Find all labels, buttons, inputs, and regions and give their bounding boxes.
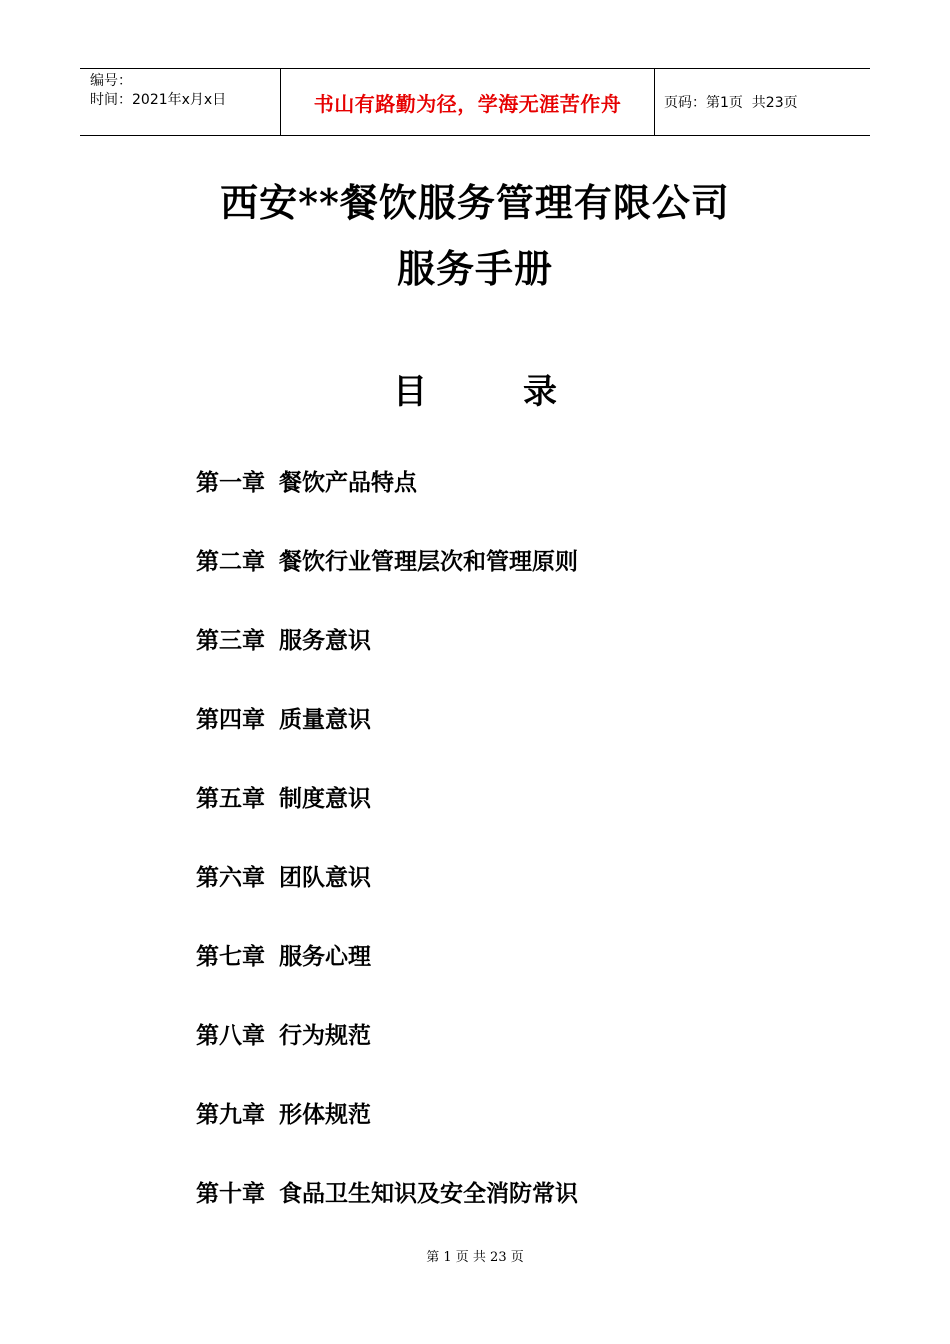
toc-item-chapter: 第六章 — [196, 864, 265, 891]
document-number-label: 编号： — [90, 73, 132, 89]
toc-item-title: 食品卫生知识及安全消防常识 — [279, 1180, 578, 1207]
toc-list — [196, 465, 578, 1255]
toc-item — [196, 544, 578, 623]
toc-item-chapter: 第七章 — [196, 943, 265, 970]
toc-item-title: 服务心理 — [279, 943, 371, 970]
header-page-info: 页码：第1页 共23页 — [664, 95, 798, 111]
header-motto-cell — [281, 69, 655, 135]
toc-item-title: 质量意识 — [279, 706, 371, 733]
toc-item — [196, 1097, 578, 1176]
header-motto: 书山有路勤为径，学海无涯苦作舟 — [313, 91, 622, 116]
toc-item — [196, 465, 578, 544]
header-meta-cell — [80, 69, 281, 135]
document-header — [80, 68, 870, 136]
toc-item-chapter: 第三章 — [196, 627, 265, 654]
document-title-company: 西安**餐饮服务管理有限公司 — [220, 180, 730, 225]
toc-item — [196, 702, 578, 781]
toc-item-title: 行为规范 — [279, 1022, 371, 1049]
toc-item-chapter: 第四章 — [196, 706, 265, 733]
toc-heading-char-1: 目 — [393, 372, 427, 412]
toc-item-chapter: 第五章 — [196, 785, 265, 812]
toc-item-chapter: 第一章 — [196, 469, 265, 496]
page-footer — [0, 1246, 950, 1265]
toc-item-title: 制度意识 — [279, 785, 371, 812]
toc-item-chapter: 第十章 — [196, 1180, 265, 1207]
toc-item-chapter: 第九章 — [196, 1101, 265, 1128]
toc-item-title: 形体规范 — [279, 1101, 371, 1128]
toc-item — [196, 781, 578, 860]
header-page-cell — [655, 69, 870, 135]
toc-item — [196, 939, 578, 1018]
toc-item — [196, 860, 578, 939]
document-title-manual: 服务手册 — [396, 246, 553, 291]
document-time-label: 时间：2021年x月x日 — [90, 92, 227, 108]
toc-item-title: 服务意识 — [279, 627, 371, 654]
toc-item — [196, 623, 578, 702]
toc-item-chapter: 第八章 — [196, 1022, 265, 1049]
toc-item-chapter: 第二章 — [196, 548, 265, 575]
footer-page-number: 第 1 页 共 23 页 — [426, 1250, 524, 1265]
toc-item — [196, 1018, 578, 1097]
toc-item-title: 餐饮产品特点 — [279, 469, 417, 496]
toc-item-title: 团队意识 — [279, 864, 371, 891]
toc-heading-char-2: 录 — [523, 372, 557, 412]
toc-item — [196, 1176, 578, 1255]
toc-item-title: 餐饮行业管理层次和管理原则 — [279, 548, 578, 575]
toc-heading — [0, 364, 950, 413]
